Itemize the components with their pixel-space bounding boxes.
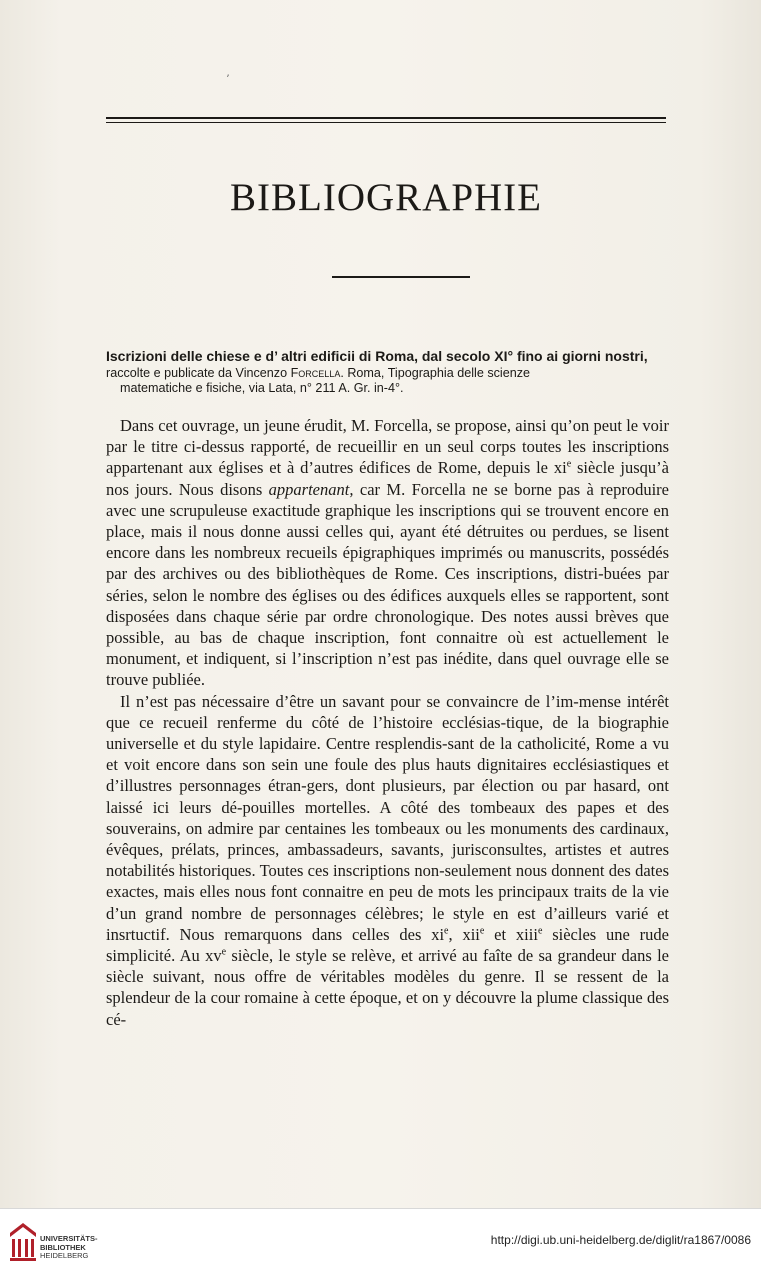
paragraph-1: Dans cet ouvrage, un jeune érudit, M. Forcella, se propose, ainsi qu’on peut le voir par le titre ci-dessus rapporté, de recueillir en un seul corps toutes les inscriptions appartenant aux églises et à d’autres édifices de Rome, depuis le $xi^e$ siècle jusqu’à nos jours. Nous disons appartenant, car M. Forcella ne se borne pas à reproduire avec une scrupuleuse exactitude graphique les inscriptions qui se trouvent encore en place, mais il nous donne aussi celles qui, ayant été détruites ou perdues, se lisent encore dans les nombreux recueils épigraphiques imprimés ou manuscrits, possédés par des archives ou des bibliothèques de Rome. Ces inscriptions, distri-buées par séries, selon le nombre des églises ou des édifices auxquels elles se rapportent, sont disposées dans chaque série par ordre chronologique. Des notes aussi brèves que possible, au bas de chaque inscription, font connaitre où est actuellement le monument, et indiquent, si l’inscription n’est pas inédite, dans quel ouvrage elle se trouve publiée. xyxy=(106,416,669,690)
entry-author: Forcella xyxy=(290,365,341,380)
entry-publisher: raccolte e publicate da Vincenzo Forcella. Roma, Tipographia delle scienze xyxy=(106,365,531,380)
entry-title: Iscrizioni delle chiese e d’ altri edificii di Roma, dal secolo XI° fino ai giorni nostri, xyxy=(106,348,648,364)
viewer-footer xyxy=(0,1208,761,1273)
source-url-link[interactable]: http://digi.ub.uni-heidelberg.de/diglit/ra1867/0086 xyxy=(490,1233,751,1247)
paragraph-2: Il n’est pas nécessaire d’être un savant pour se convaincre de l’im-mense intérêt que ce recueil renferme du côté de l’histoire ecclésias-tique, de la biographie universelle et du style lapidaire. Centre resplendis-sant de la catholicité, Rome a vu et voit encore dans son sein une foule des plus hauts dignitaires ecclésiastiques et d’illustres personnages étran-gers, dont plusieurs, par élection ou par hasard, ont laissé ici leurs dé-pouilles mortelles. A côté des tombeaux des papes et des souverains, on admire par centaines les tombeaux ou les monuments des cardinaux, évêques, prélats, princes, ambassadeurs, savants, jurisconsultes, artistes et autres notabilités historiques. Toutes ces inscriptions non-seulement nous donnent des dates exactes, mais elles nous font connaitre en peu de mots les principaux traits de la vie d’un grand nombre de personnages célèbres; le style en est d’ailleurs varié et insrtuctif. Nous remarquons dans celles des $xi^e$, xii$^e$ et xiii$^e$ siècles une rude simplicité. Au $xv^e$ siècle, le style se relève, et arrivé au faîte de sa grandeur dans le siècle suivant, nous offre de véritables modèles du genre. Il se ressent de la splendeur de la cour romaine à cette époque, et on y découvre la plume classique des cé- xyxy=(106,691,670,1029)
header-rule-bottom xyxy=(106,122,666,123)
university-library-logo-icon xyxy=(8,1221,38,1263)
review-body xyxy=(106,415,669,1030)
header-rule-top xyxy=(106,117,666,119)
bibliographic-entry xyxy=(106,349,671,397)
page-title: BIBLIOGRAPHIE xyxy=(230,176,542,219)
stray-mark: ʼ xyxy=(226,74,230,85)
title-rule xyxy=(332,276,470,278)
entry-imprint: matematiche e fisiche, via Lata, n° 211 A. Gr. in-4°. xyxy=(120,381,404,395)
library-name: UNIVERSITÄTS- BIBLIOTHEK HEIDELBERG xyxy=(40,1234,98,1260)
